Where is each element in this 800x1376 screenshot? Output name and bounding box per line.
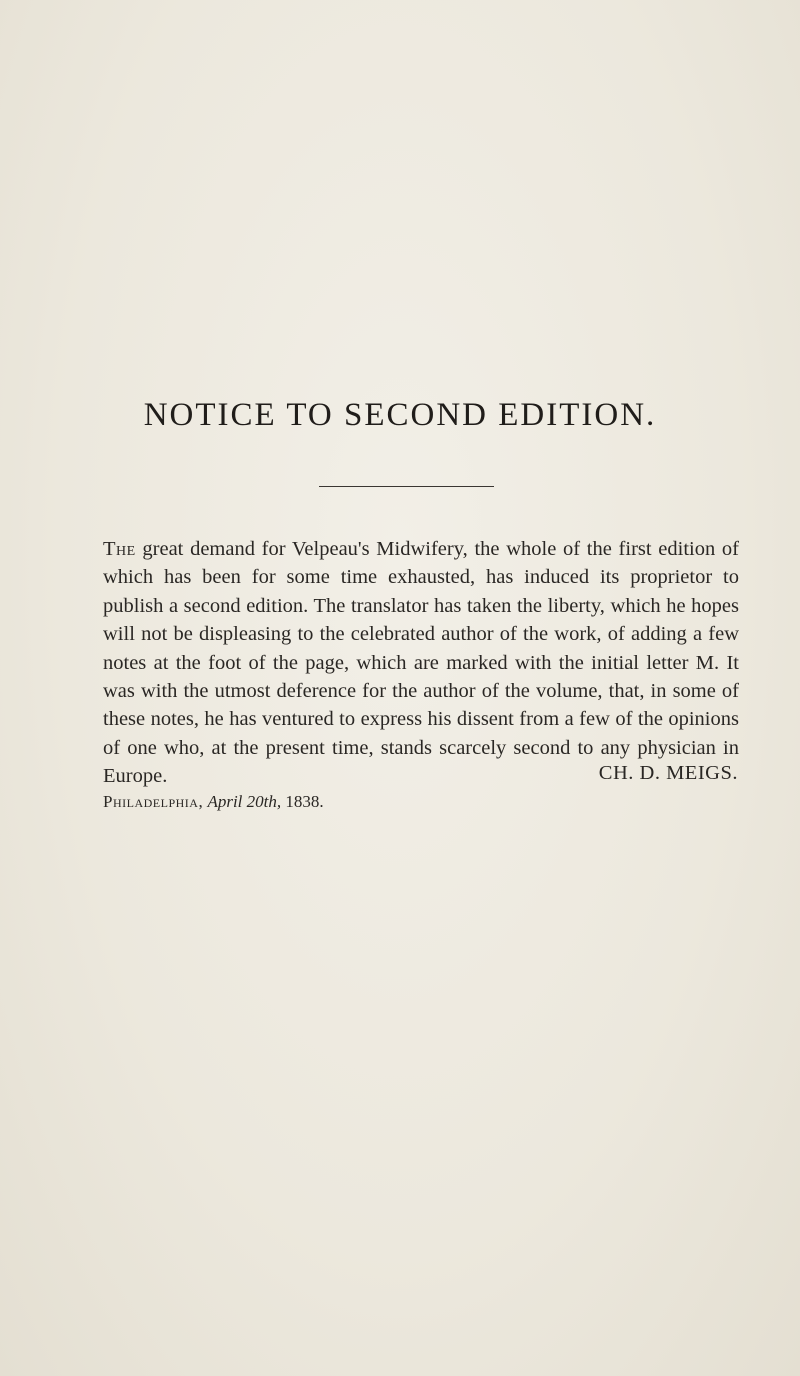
- title-rule: [319, 486, 494, 487]
- dateline-year: 1838.: [281, 792, 324, 811]
- signature: CH. D. MEIGS.: [598, 762, 738, 784]
- dateline-date: April 20th,: [207, 792, 282, 811]
- dateline: [103, 792, 324, 812]
- dateline-place: Philadelphia,: [103, 792, 204, 811]
- paragraph-lead-word: The: [103, 538, 136, 560]
- notice-paragraph: [103, 535, 739, 791]
- page-title: NOTICE TO SECOND EDITION.: [143, 397, 657, 433]
- paragraph-text: great demand for Velpeau's Midwifery, the whole of the first edition of which has been for some time exhausted, has induced its proprietor to publish a second edition. The translator has taken the liberty, which he hopes will not be displeasing to the celebrated author of the work, of adding a few notes at the foot of the page, which are marked with the initial letter M. It was with the utmost deference for the author of the volume, that, in some of these notes, he has ventured to express his dissent from a few of the opinions of one who, at the present time, stands scarcely second to any physician in Europe.: [103, 538, 739, 788]
